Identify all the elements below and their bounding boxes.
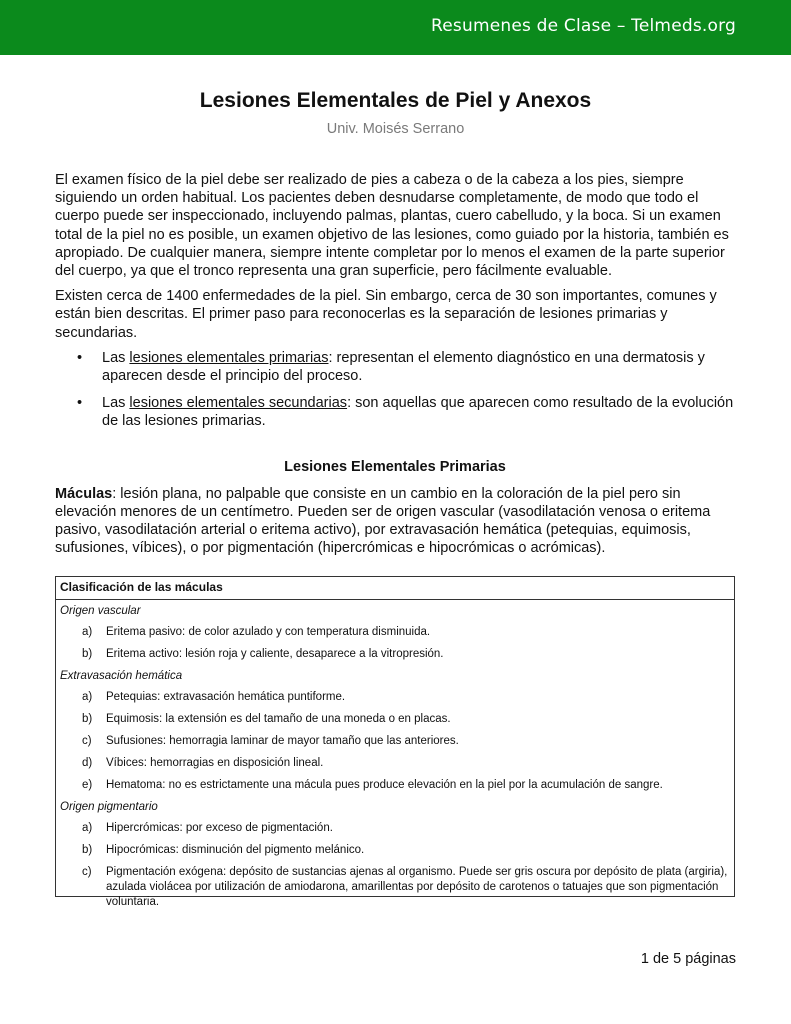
list-item xyxy=(60,690,730,705)
list-item xyxy=(60,734,730,749)
maculas-classification-table xyxy=(55,576,735,908)
lesion-types-list xyxy=(55,349,735,431)
list-item xyxy=(60,778,730,793)
item-text: Petequias: extravasación hemática puntiforme. xyxy=(106,691,346,703)
item-text: Eritema pasivo: de color azulado y con temperatura disminuida. xyxy=(106,626,431,638)
document-title: Lesiones Elementales de Piel y Anexos xyxy=(199,89,592,112)
maculas-term: Máculas xyxy=(55,485,113,502)
item-text: Equimosis: la extensión es del tamaño de una moneda o en placas. xyxy=(106,713,451,725)
intro-paragraph: El examen físico de la piel debe ser realizado de pies a cabeza o de la cabeza a los pies, siempre siguiendo un orden habitual. Los pacientes deben desnudarse completamente, de modo que todo el cuerpo puede ser inspeccionado, incluyendo palmas, plantas, cuero cabelludo, y la boca. Si un examen total de la piel no es posible, un examen objetivo de las lesiones, como guiado por la historia, también es apropiado. De cualquier manera, siempre intente completar por lo menos el examen de la parte superior del cuerpo, ya que el tronco representa una gran superficie, pero fácilmente evaluable. xyxy=(55,172,729,280)
list-item xyxy=(60,625,730,640)
item-text: Hipocrómicas: disminución del pigmento melánico. xyxy=(106,844,365,856)
list-item xyxy=(60,712,730,727)
bullet-term: lesiones elementales secundarias xyxy=(129,395,348,412)
item-letter: b) xyxy=(82,713,93,725)
item-letter: a) xyxy=(82,822,93,834)
item-letter: c) xyxy=(82,735,92,747)
bullet-text: : son aquellas que aparecen como resultado de la evolución de las lesiones primarias. xyxy=(102,395,734,430)
banner-title: Resumenes de Clase – Telmeds.org xyxy=(431,16,736,36)
item-text: Hipercrómicas: por exceso de pigmentación. xyxy=(106,822,333,834)
list-item xyxy=(60,821,730,836)
overview-paragraph: Existen cerca de 1400 enfermedades de la piel. Sin embargo, cerca de 30 son importantes, comunes y están bien descritas. El primer paso para reconocerlas es la separación de lesiones primarias y secundarias. xyxy=(55,288,717,341)
list-item xyxy=(60,865,730,910)
item-text: Víbices: hemorragias en disposición lineal. xyxy=(106,757,324,769)
list-item xyxy=(55,394,735,430)
group-label: Origen vascular xyxy=(60,605,141,617)
item-letter: c) xyxy=(82,866,92,878)
item-text: Sufusiones: hemorragia laminar de mayor tamaño que las anteriores. xyxy=(106,735,459,747)
document-body xyxy=(55,171,735,565)
item-letter: a) xyxy=(82,626,93,638)
list-item xyxy=(60,756,730,771)
list-item xyxy=(60,843,730,858)
bullet-term: lesiones elementales primarias xyxy=(129,349,329,366)
list-item xyxy=(60,647,730,662)
bullet-prefix: Las xyxy=(102,349,130,366)
item-letter: a) xyxy=(82,691,93,703)
header-banner xyxy=(0,0,791,55)
item-text: Pigmentación exógena: depósito de sustancias ajenas al organismo. Puede ser gris oscura por depósito de plata (argiria), azulada violácea por utilización de amiodarona, amarillentas por depósito de carotenos o tatuajes que son pigmentación voluntaria. xyxy=(106,866,728,908)
item-letter: b) xyxy=(82,648,93,660)
page-number: 1 de 5 páginas xyxy=(640,951,736,967)
table-body xyxy=(56,600,734,910)
item-letter: e) xyxy=(82,779,93,791)
group-label: Origen pigmentario xyxy=(60,801,158,813)
maculas-paragraph xyxy=(55,485,735,558)
section-heading: Lesiones Elementales Primarias xyxy=(284,458,506,475)
item-letter: b) xyxy=(82,844,93,856)
document-author: Univ. Moisés Serrano xyxy=(326,121,465,137)
list-item xyxy=(55,349,735,385)
item-text: Eritema activo: lesión roja y caliente, desaparece a la vitropresión. xyxy=(106,648,444,660)
bullet-prefix: Las xyxy=(102,395,130,412)
bullet-icon: • xyxy=(77,349,83,366)
bullet-text: : representan el elemento diagnóstico en una dermatosis y aparecen desde el principio del proceso. xyxy=(102,349,705,385)
table-header: Clasificación de las máculas xyxy=(56,577,734,600)
maculas-text: : lesión plana, no palpable que consiste en un cambio en la coloración de la piel pero sin elevación menores de un centímetro. Pueden ser de origen vascular (vasodilatación venosa o eritema pasivo, vasodilatación arterial o eritema activo), por extravasación hemática (petequias, equimosis, sufusiones, víbices), o por pigmentación (hipercrómicas e hipocrómicas o acrómicas). xyxy=(55,485,711,557)
item-letter: d) xyxy=(82,757,93,769)
bullet-icon: • xyxy=(77,395,83,412)
group-label: Extravasación hemática xyxy=(60,670,183,682)
item-text: Hematoma: no es estrictamente una mácula pues produce elevación en la piel por la acumulación de sangre. xyxy=(106,779,663,791)
